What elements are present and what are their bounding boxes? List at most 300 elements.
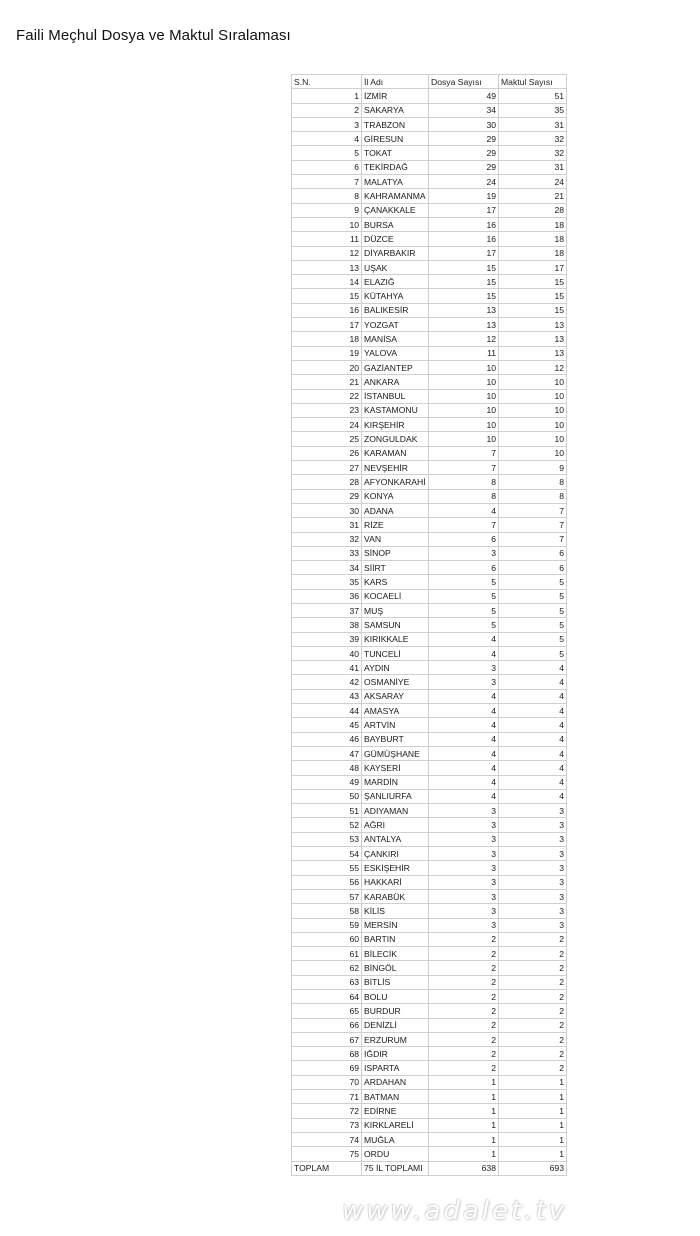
cell-maktul: 6 bbox=[499, 546, 567, 560]
cell-sn: 73 bbox=[292, 1118, 362, 1132]
cell-il: BURDUR bbox=[362, 1004, 429, 1018]
cell-dosya: 10 bbox=[429, 389, 499, 403]
cell-il: MUĞLA bbox=[362, 1132, 429, 1146]
cell-dosya: 1 bbox=[429, 1147, 499, 1161]
table-row bbox=[292, 446, 567, 460]
cell-il: GİRESUN bbox=[362, 132, 429, 146]
table-row bbox=[292, 489, 567, 503]
cell-sn: 6 bbox=[292, 160, 362, 174]
cell-sn: 46 bbox=[292, 732, 362, 746]
cell-il: SİİRT bbox=[362, 561, 429, 575]
cell-sn: 29 bbox=[292, 489, 362, 503]
cell-il: KIRKLARELİ bbox=[362, 1118, 429, 1132]
cell-il: DİYARBAKIR bbox=[362, 246, 429, 260]
table-row bbox=[292, 503, 567, 517]
cell-maktul: 28 bbox=[499, 203, 567, 217]
cell-dosya: 30 bbox=[429, 117, 499, 131]
table-row bbox=[292, 389, 567, 403]
cell-maktul: 17 bbox=[499, 260, 567, 274]
table-row bbox=[292, 275, 567, 289]
table-row bbox=[292, 1061, 567, 1075]
table-row bbox=[292, 217, 567, 231]
cell-sn: 3 bbox=[292, 117, 362, 131]
cell-dosya: 10 bbox=[429, 360, 499, 374]
table-row bbox=[292, 103, 567, 117]
table-row bbox=[292, 546, 567, 560]
cell-maktul: 5 bbox=[499, 632, 567, 646]
cell-dosya: 3 bbox=[429, 861, 499, 875]
cell-il: EDİRNE bbox=[362, 1104, 429, 1118]
cell-il: KONYA bbox=[362, 489, 429, 503]
cell-il: ORDU bbox=[362, 1147, 429, 1161]
cell-il: ARDAHAN bbox=[362, 1075, 429, 1089]
cell-dosya: 17 bbox=[429, 246, 499, 260]
header-sn: S.N. bbox=[292, 75, 362, 89]
cell-maktul: 21 bbox=[499, 189, 567, 203]
table-row bbox=[292, 89, 567, 103]
cell-dosya: 1 bbox=[429, 1104, 499, 1118]
cell-dosya: 3 bbox=[429, 661, 499, 675]
cell-il: ANTALYA bbox=[362, 832, 429, 846]
cell-dosya: 4 bbox=[429, 789, 499, 803]
cell-maktul: 10 bbox=[499, 375, 567, 389]
table-row bbox=[292, 160, 567, 174]
table-row bbox=[292, 675, 567, 689]
cell-il: DENİZLİ bbox=[362, 1018, 429, 1032]
cell-maktul: 1 bbox=[499, 1132, 567, 1146]
cell-dosya: 2 bbox=[429, 947, 499, 961]
cell-maktul: 7 bbox=[499, 518, 567, 532]
cell-il: KASTAMONU bbox=[362, 403, 429, 417]
cell-il: KÜTAHYA bbox=[362, 289, 429, 303]
cell-sn: 31 bbox=[292, 518, 362, 532]
cell-il: OSMANİYE bbox=[362, 675, 429, 689]
table-row bbox=[292, 603, 567, 617]
cell-il: BATMAN bbox=[362, 1090, 429, 1104]
cell-maktul: 7 bbox=[499, 532, 567, 546]
table-row bbox=[292, 589, 567, 603]
cell-maktul: 4 bbox=[499, 775, 567, 789]
cell-sn: 9 bbox=[292, 203, 362, 217]
cell-maktul: 3 bbox=[499, 818, 567, 832]
cell-il: SAKARYA bbox=[362, 103, 429, 117]
table-row bbox=[292, 1004, 567, 1018]
table-row bbox=[292, 1018, 567, 1032]
table-row bbox=[292, 718, 567, 732]
cell-il: AĞRI bbox=[362, 818, 429, 832]
table-row bbox=[292, 818, 567, 832]
cell-maktul: 13 bbox=[499, 332, 567, 346]
cell-sn: 2 bbox=[292, 103, 362, 117]
cell-sn: 50 bbox=[292, 789, 362, 803]
cell-dosya: 5 bbox=[429, 618, 499, 632]
cell-dosya: 2 bbox=[429, 961, 499, 975]
cell-sn: 59 bbox=[292, 918, 362, 932]
cell-il: ZONGULDAK bbox=[362, 432, 429, 446]
cell-maktul: 1 bbox=[499, 1075, 567, 1089]
table-row bbox=[292, 246, 567, 260]
cell-maktul: 2 bbox=[499, 932, 567, 946]
cell-dosya: 3 bbox=[429, 832, 499, 846]
cell-sn: 75 bbox=[292, 1147, 362, 1161]
table-body bbox=[292, 89, 567, 1161]
cell-sn: 52 bbox=[292, 818, 362, 832]
cell-il: KİLİS bbox=[362, 904, 429, 918]
cell-dosya: 7 bbox=[429, 518, 499, 532]
header-dosya: Dosya Sayısı bbox=[429, 75, 499, 89]
cell-sn: 11 bbox=[292, 232, 362, 246]
cell-maktul: 32 bbox=[499, 132, 567, 146]
cell-dosya: 4 bbox=[429, 704, 499, 718]
cell-dosya: 5 bbox=[429, 603, 499, 617]
cell-dosya: 1 bbox=[429, 1090, 499, 1104]
cell-dosya: 8 bbox=[429, 489, 499, 503]
cell-dosya: 6 bbox=[429, 532, 499, 546]
total-dosya: 638 bbox=[429, 1161, 499, 1175]
cell-maktul: 4 bbox=[499, 661, 567, 675]
cell-dosya: 4 bbox=[429, 775, 499, 789]
table-row bbox=[292, 847, 567, 861]
cell-sn: 25 bbox=[292, 432, 362, 446]
cell-sn: 49 bbox=[292, 775, 362, 789]
cell-dosya: 6 bbox=[429, 561, 499, 575]
cell-dosya: 1 bbox=[429, 1118, 499, 1132]
cell-il: AKSARAY bbox=[362, 689, 429, 703]
cell-maktul: 10 bbox=[499, 446, 567, 460]
cell-il: RİZE bbox=[362, 518, 429, 532]
table-row bbox=[292, 117, 567, 131]
cell-sn: 17 bbox=[292, 318, 362, 332]
table-row bbox=[292, 518, 567, 532]
table-row bbox=[292, 232, 567, 246]
cell-il: VAN bbox=[362, 532, 429, 546]
cell-il: ISPARTA bbox=[362, 1061, 429, 1075]
cell-maktul: 18 bbox=[499, 217, 567, 231]
cell-dosya: 10 bbox=[429, 403, 499, 417]
cell-sn: 7 bbox=[292, 175, 362, 189]
cell-sn: 24 bbox=[292, 418, 362, 432]
cell-il: HAKKARİ bbox=[362, 875, 429, 889]
cell-dosya: 2 bbox=[429, 990, 499, 1004]
cell-sn: 66 bbox=[292, 1018, 362, 1032]
cell-dosya: 49 bbox=[429, 89, 499, 103]
cell-dosya: 16 bbox=[429, 217, 499, 231]
cell-maktul: 1 bbox=[499, 1104, 567, 1118]
cell-maktul: 4 bbox=[499, 789, 567, 803]
table-row bbox=[292, 561, 567, 575]
cell-dosya: 4 bbox=[429, 761, 499, 775]
cell-il: BİTLİS bbox=[362, 975, 429, 989]
cell-maktul: 3 bbox=[499, 889, 567, 903]
cell-maktul: 2 bbox=[499, 1004, 567, 1018]
table-row bbox=[292, 646, 567, 660]
table-row bbox=[292, 904, 567, 918]
cell-sn: 63 bbox=[292, 975, 362, 989]
cell-dosya: 7 bbox=[429, 461, 499, 475]
cell-sn: 40 bbox=[292, 646, 362, 660]
header-maktul: Maktul Sayısı bbox=[499, 75, 567, 89]
table-row bbox=[292, 432, 567, 446]
cell-il: ESKİŞEHİR bbox=[362, 861, 429, 875]
cell-sn: 27 bbox=[292, 461, 362, 475]
header-il: İl Adı bbox=[362, 75, 429, 89]
cell-sn: 47 bbox=[292, 746, 362, 760]
cell-sn: 18 bbox=[292, 332, 362, 346]
cell-maktul: 18 bbox=[499, 246, 567, 260]
cell-sn: 5 bbox=[292, 146, 362, 160]
cell-sn: 48 bbox=[292, 761, 362, 775]
total-il: 75 İL TOPLAMI bbox=[362, 1161, 429, 1175]
cell-dosya: 4 bbox=[429, 718, 499, 732]
table-row bbox=[292, 1104, 567, 1118]
cell-il: ŞANLIURFA bbox=[362, 789, 429, 803]
cell-il: ADANA bbox=[362, 503, 429, 517]
header-row bbox=[292, 75, 567, 89]
cell-dosya: 17 bbox=[429, 203, 499, 217]
table-row bbox=[292, 889, 567, 903]
cell-dosya: 7 bbox=[429, 446, 499, 460]
table-row bbox=[292, 1047, 567, 1061]
cell-il: MUŞ bbox=[362, 603, 429, 617]
table-row bbox=[292, 403, 567, 417]
cell-dosya: 3 bbox=[429, 804, 499, 818]
table-row bbox=[292, 947, 567, 961]
cell-sn: 23 bbox=[292, 403, 362, 417]
cell-maktul: 2 bbox=[499, 1061, 567, 1075]
cell-maktul: 3 bbox=[499, 847, 567, 861]
cell-maktul: 10 bbox=[499, 403, 567, 417]
cell-sn: 60 bbox=[292, 932, 362, 946]
cell-maktul: 3 bbox=[499, 918, 567, 932]
cell-sn: 36 bbox=[292, 589, 362, 603]
cell-dosya: 2 bbox=[429, 1061, 499, 1075]
table-row bbox=[292, 732, 567, 746]
cell-sn: 13 bbox=[292, 260, 362, 274]
cell-sn: 28 bbox=[292, 475, 362, 489]
cell-dosya: 4 bbox=[429, 689, 499, 703]
cell-maktul: 32 bbox=[499, 146, 567, 160]
cell-dosya: 2 bbox=[429, 1047, 499, 1061]
cell-maktul: 15 bbox=[499, 289, 567, 303]
cell-maktul: 10 bbox=[499, 389, 567, 403]
cell-sn: 69 bbox=[292, 1061, 362, 1075]
cell-il: YALOVA bbox=[362, 346, 429, 360]
cell-il: AFYONKARAHİ bbox=[362, 475, 429, 489]
cell-il: KIRIKKALE bbox=[362, 632, 429, 646]
cell-il: MERSİN bbox=[362, 918, 429, 932]
cell-dosya: 29 bbox=[429, 132, 499, 146]
cell-maktul: 9 bbox=[499, 461, 567, 475]
cell-il: UŞAK bbox=[362, 260, 429, 274]
cell-sn: 71 bbox=[292, 1090, 362, 1104]
cell-maktul: 15 bbox=[499, 275, 567, 289]
cell-dosya: 10 bbox=[429, 375, 499, 389]
cell-maktul: 15 bbox=[499, 303, 567, 317]
cell-sn: 58 bbox=[292, 904, 362, 918]
cell-sn: 39 bbox=[292, 632, 362, 646]
table-row bbox=[292, 775, 567, 789]
cell-dosya: 4 bbox=[429, 746, 499, 760]
cell-maktul: 8 bbox=[499, 475, 567, 489]
cell-maktul: 3 bbox=[499, 832, 567, 846]
cell-maktul: 4 bbox=[499, 732, 567, 746]
cell-sn: 38 bbox=[292, 618, 362, 632]
cell-maktul: 5 bbox=[499, 575, 567, 589]
cell-sn: 33 bbox=[292, 546, 362, 560]
table-row bbox=[292, 1032, 567, 1046]
cell-dosya: 3 bbox=[429, 546, 499, 560]
cell-dosya: 15 bbox=[429, 289, 499, 303]
cell-il: KAYSERİ bbox=[362, 761, 429, 775]
table-row bbox=[292, 346, 567, 360]
cell-il: YOZGAT bbox=[362, 318, 429, 332]
cell-sn: 55 bbox=[292, 861, 362, 875]
cell-dosya: 4 bbox=[429, 503, 499, 517]
cell-maktul: 4 bbox=[499, 718, 567, 732]
cell-maktul: 2 bbox=[499, 947, 567, 961]
table-row bbox=[292, 375, 567, 389]
cell-maktul: 10 bbox=[499, 432, 567, 446]
cell-sn: 74 bbox=[292, 1132, 362, 1146]
cell-il: IĞDIR bbox=[362, 1047, 429, 1061]
cell-sn: 57 bbox=[292, 889, 362, 903]
cell-il: KAHRAMANMA bbox=[362, 189, 429, 203]
cell-sn: 20 bbox=[292, 360, 362, 374]
ranking-table bbox=[291, 74, 567, 1176]
table-row bbox=[292, 832, 567, 846]
table-row bbox=[292, 418, 567, 432]
cell-il: SİNOP bbox=[362, 546, 429, 560]
cell-dosya: 3 bbox=[429, 675, 499, 689]
table-row bbox=[292, 804, 567, 818]
cell-dosya: 2 bbox=[429, 1032, 499, 1046]
cell-dosya: 29 bbox=[429, 160, 499, 174]
cell-il: AYDIN bbox=[362, 661, 429, 675]
table-row bbox=[292, 260, 567, 274]
table-row bbox=[292, 1132, 567, 1146]
cell-sn: 4 bbox=[292, 132, 362, 146]
cell-sn: 65 bbox=[292, 1004, 362, 1018]
cell-maktul: 35 bbox=[499, 103, 567, 117]
cell-il: GAZİANTEP bbox=[362, 360, 429, 374]
cell-il: İZMİR bbox=[362, 89, 429, 103]
table-row bbox=[292, 146, 567, 160]
cell-maktul: 24 bbox=[499, 175, 567, 189]
cell-dosya: 3 bbox=[429, 847, 499, 861]
cell-maktul: 2 bbox=[499, 975, 567, 989]
cell-dosya: 3 bbox=[429, 904, 499, 918]
table-row bbox=[292, 132, 567, 146]
cell-il: ERZURUM bbox=[362, 1032, 429, 1046]
cell-il: KIRŞEHİR bbox=[362, 418, 429, 432]
cell-maktul: 5 bbox=[499, 589, 567, 603]
cell-il: GÜMÜŞHANE bbox=[362, 746, 429, 760]
cell-sn: 32 bbox=[292, 532, 362, 546]
cell-il: BARTIN bbox=[362, 932, 429, 946]
table-row bbox=[292, 575, 567, 589]
cell-il: NEVŞEHİR bbox=[362, 461, 429, 475]
cell-il: MALATYA bbox=[362, 175, 429, 189]
cell-sn: 67 bbox=[292, 1032, 362, 1046]
cell-maktul: 3 bbox=[499, 875, 567, 889]
table-row bbox=[292, 532, 567, 546]
cell-maktul: 13 bbox=[499, 346, 567, 360]
cell-maktul: 4 bbox=[499, 689, 567, 703]
cell-sn: 35 bbox=[292, 575, 362, 589]
table-row bbox=[292, 861, 567, 875]
cell-il: TRABZON bbox=[362, 117, 429, 131]
cell-maktul: 2 bbox=[499, 1047, 567, 1061]
cell-dosya: 13 bbox=[429, 318, 499, 332]
cell-sn: 12 bbox=[292, 246, 362, 260]
cell-sn: 1 bbox=[292, 89, 362, 103]
cell-il: İSTANBUL bbox=[362, 389, 429, 403]
table-row bbox=[292, 461, 567, 475]
cell-il: MARDİN bbox=[362, 775, 429, 789]
cell-dosya: 12 bbox=[429, 332, 499, 346]
cell-maktul: 12 bbox=[499, 360, 567, 374]
table-row bbox=[292, 990, 567, 1004]
cell-maktul: 5 bbox=[499, 618, 567, 632]
cell-maktul: 1 bbox=[499, 1118, 567, 1132]
cell-dosya: 34 bbox=[429, 103, 499, 117]
cell-maktul: 3 bbox=[499, 804, 567, 818]
cell-il: BİLECİK bbox=[362, 947, 429, 961]
cell-maktul: 2 bbox=[499, 961, 567, 975]
table-row bbox=[292, 875, 567, 889]
table-row bbox=[292, 975, 567, 989]
table-row bbox=[292, 704, 567, 718]
table-row bbox=[292, 1118, 567, 1132]
table-row bbox=[292, 918, 567, 932]
cell-dosya: 4 bbox=[429, 632, 499, 646]
cell-sn: 14 bbox=[292, 275, 362, 289]
cell-sn: 16 bbox=[292, 303, 362, 317]
cell-sn: 72 bbox=[292, 1104, 362, 1118]
table-row bbox=[292, 632, 567, 646]
table-row bbox=[292, 746, 567, 760]
cell-sn: 10 bbox=[292, 217, 362, 231]
total-row bbox=[292, 1161, 567, 1175]
cell-maktul: 2 bbox=[499, 990, 567, 1004]
cell-dosya: 2 bbox=[429, 975, 499, 989]
cell-il: BALIKESİR bbox=[362, 303, 429, 317]
cell-dosya: 5 bbox=[429, 575, 499, 589]
table-row bbox=[292, 961, 567, 975]
cell-sn: 62 bbox=[292, 961, 362, 975]
table-row bbox=[292, 189, 567, 203]
cell-dosya: 13 bbox=[429, 303, 499, 317]
cell-dosya: 2 bbox=[429, 1004, 499, 1018]
cell-il: MANİSA bbox=[362, 332, 429, 346]
cell-dosya: 5 bbox=[429, 589, 499, 603]
cell-maktul: 4 bbox=[499, 761, 567, 775]
watermark: www.adalet.tv bbox=[342, 1196, 568, 1226]
cell-dosya: 16 bbox=[429, 232, 499, 246]
cell-dosya: 15 bbox=[429, 275, 499, 289]
cell-il: KOCAELİ bbox=[362, 589, 429, 603]
cell-il: KARABÜK bbox=[362, 889, 429, 903]
cell-sn: 37 bbox=[292, 603, 362, 617]
cell-il: ARTVİN bbox=[362, 718, 429, 732]
cell-sn: 61 bbox=[292, 947, 362, 961]
cell-sn: 19 bbox=[292, 346, 362, 360]
cell-il: TUNCELİ bbox=[362, 646, 429, 660]
page-title: Faili Meçhul Dosya ve Maktul Sıralaması bbox=[16, 27, 291, 44]
cell-maktul: 6 bbox=[499, 561, 567, 575]
cell-sn: 53 bbox=[292, 832, 362, 846]
table-row bbox=[292, 175, 567, 189]
